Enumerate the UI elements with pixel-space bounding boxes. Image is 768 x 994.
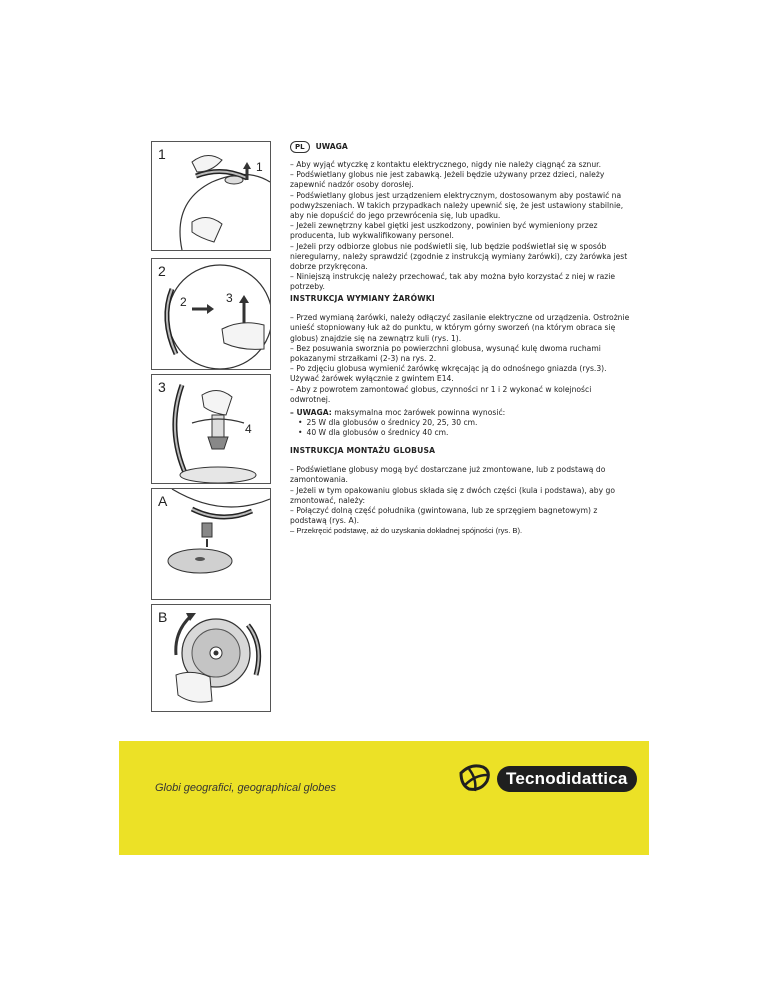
power-list — [290, 418, 630, 438]
footer-tagline: Globi geografici, geographical globes — [155, 782, 337, 794]
assembly-line: – Jeżeli w tym opakowaniu globus składa się z dwóch części (kula i podstawa), aby go zmontować, należy: — [290, 485, 615, 505]
assembly-line: – Przekręcić podstawę, aż do uzyskania dokładnej spójności (rys. B). — [290, 526, 523, 536]
figure-2-callout-3: 3 — [226, 291, 233, 305]
warning-line: – Jeżeli przy odbiorze globus nie podświetli się, lub będzie podświetlał się w sposób nieregularny, należy sprawdzić (zgodnie z instrukcją wymiany żarówki), czy żarówka jest dobrze przykręcona. — [290, 241, 628, 272]
figure-b — [151, 604, 271, 712]
figure-a — [151, 488, 271, 600]
globe-logo-icon — [457, 763, 493, 795]
figure-3-label: 3 — [158, 379, 166, 395]
warning-line: – Jeżeli zewnętrzny kabel giętki jest uszkodzony, powinien być wymieniony przez producenta, lub wykwalifikowany personel. — [290, 221, 598, 241]
logo-text: Tecnodidattica — [497, 766, 637, 792]
figure-b-illustration — [152, 605, 270, 711]
figure-b-label: B — [158, 609, 168, 625]
power-note-prefix: – UWAGA: — [290, 408, 332, 417]
figure-3-illustration — [152, 375, 270, 483]
warning-title: UWAGA — [315, 141, 348, 151]
figure-1-callout-1: 1 — [256, 160, 263, 174]
warning-header — [290, 141, 630, 153]
assembly-line: – Podświetlane globusy mogą być dostarczane już zmontowane, lub z podstawą do zamontowania. — [290, 465, 606, 485]
figure-2 — [151, 258, 271, 370]
warning-line: – Podświetlany globus nie jest zabawką. Jeżeli będzie używany przez dzieci, należy zapewnić nadzór osoby dorosłej. — [290, 170, 605, 190]
figure-2-label: 2 — [158, 263, 166, 279]
bulb-title: INSTRUKCJA WYMIANY ŻARÓWKI — [290, 294, 435, 303]
figure-1-label: 1 — [158, 146, 166, 162]
bulb-line: – Po zdjęciu globusa wymienić żarówkę wkręcając ją do odnośnego gniazda (rys.3). Używać żarówek wyłącznie z gwintem E14. — [290, 364, 607, 384]
figure-2-illustration — [152, 259, 270, 369]
power-note-text: maksymalna moc żarówek powinna wynosić: — [331, 408, 506, 417]
warning-section — [290, 141, 630, 293]
figure-3 — [151, 374, 271, 484]
warning-line: – Niniejszą instrukcję należy przechować, tak aby można było korzystać z niej w razie potrzeby. — [290, 272, 616, 292]
power-note-line — [290, 408, 630, 418]
power-note — [290, 408, 630, 439]
assembly-title: INSTRUKCJA MONTAŻU GLOBUSA — [290, 446, 436, 455]
figure-2-callout-2: 2 — [180, 295, 187, 309]
assembly-section — [290, 446, 630, 537]
warning-line: – Aby wyjąć wtyczkę z kontaktu elektrycznego, nigdy nie należy ciągnąć za sznur. — [290, 160, 602, 169]
assembly-line: – Połączyć dolną część południka (gwintowana, lub ze sprzęgiem bagnetowym) z podstawą (rys. A). — [290, 506, 598, 526]
bulb-line: – Bez posuwania sworznia po powierzchni globusa, wysunąć kulę dwoma ruchami pokazanymi strzałkami (2-3) na rys. 2. — [290, 343, 601, 364]
warning-line: – Podświetlany globus jest urządzeniem elektrycznym, dostosowanym aby postawić na podwyższeniach. W takich przypadkach należy upewnić się, że jest ustawiony stabilnie, aby nie dopuścić do jego przewrócenia się, lub upadku. — [290, 190, 624, 221]
power-item: • 40 W dla globusów o średnicy 40 cm. — [298, 428, 630, 438]
footer-band — [119, 741, 649, 855]
figure-1 — [151, 141, 271, 251]
bulb-line: – Aby z powrotem zamontować globus, czynności nr 1 i 2 wykonać w kolejności odwrotnej. — [290, 384, 592, 404]
figure-3-callout-4: 4 — [245, 422, 252, 436]
bulb-section — [290, 294, 630, 405]
power-item: • 25 W dla globusów o średnicy 20, 25, 30 cm. — [298, 418, 630, 428]
figure-a-label: A — [158, 493, 168, 509]
figure-a-illustration — [152, 489, 270, 599]
language-badge: PL — [290, 141, 310, 153]
figure-1-illustration — [152, 142, 270, 250]
bulb-line: – Przed wymianą żarówki, należy odłączyć zasilanie elektryczne od urządzenia. Ostrożnie unieść stopniowany łuk aż do punktu, w którym górny sworzeń (na którym obraca się globus) znajdzie się na zewnątrz kuli (rys. 1). — [290, 313, 630, 343]
brand-logo — [457, 763, 637, 795]
